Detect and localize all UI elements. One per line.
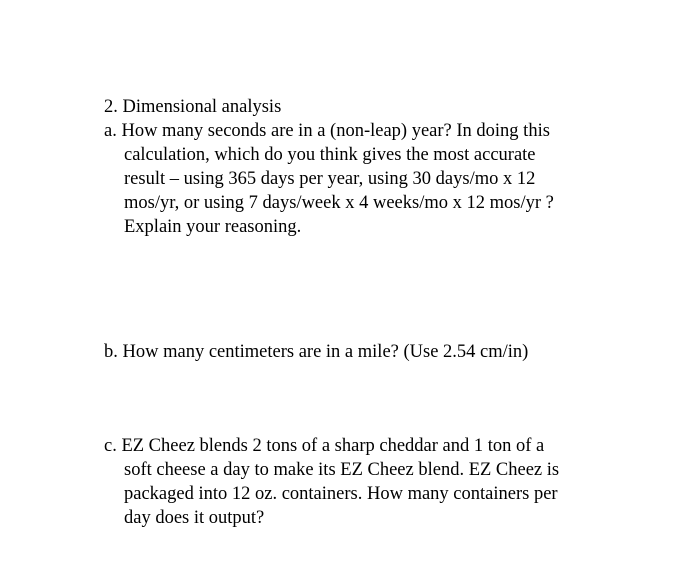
problem-part-c [104,434,624,530]
problem-b-line: b. How many centimeters are in a mile? (Use 2.54 cm/in) [104,342,529,362]
problem-a-line: Explain your reasoning. [124,217,302,237]
problem-c-line: c. EZ Cheez blends 2 tons of a sharp cheddar and 1 ton of a [104,436,545,456]
problem-a-line: result – using 365 days per year, using 30 days/mo x 12 [124,169,536,189]
problem-a-line: a. How many seconds are in a (non-leap) year? In doing this [104,121,550,141]
problem-c-line: soft cheese a day to make its EZ Cheez blend. EZ Cheez is [124,460,560,480]
problem-part-b [104,340,624,364]
problem-a-line: calculation, which do you think gives the most accurate [124,145,536,165]
section-heading: 2. Dimensional analysis [104,97,282,117]
problem-c-line: packaged into 12 oz. containers. How many containers per [124,484,558,504]
problem-part-a [104,119,624,239]
problem-a-line: mos/yr, or using 7 days/week x 4 weeks/mo x 12 mos/yr ? [124,193,554,213]
problem-c-line: day does it output? [124,508,265,528]
